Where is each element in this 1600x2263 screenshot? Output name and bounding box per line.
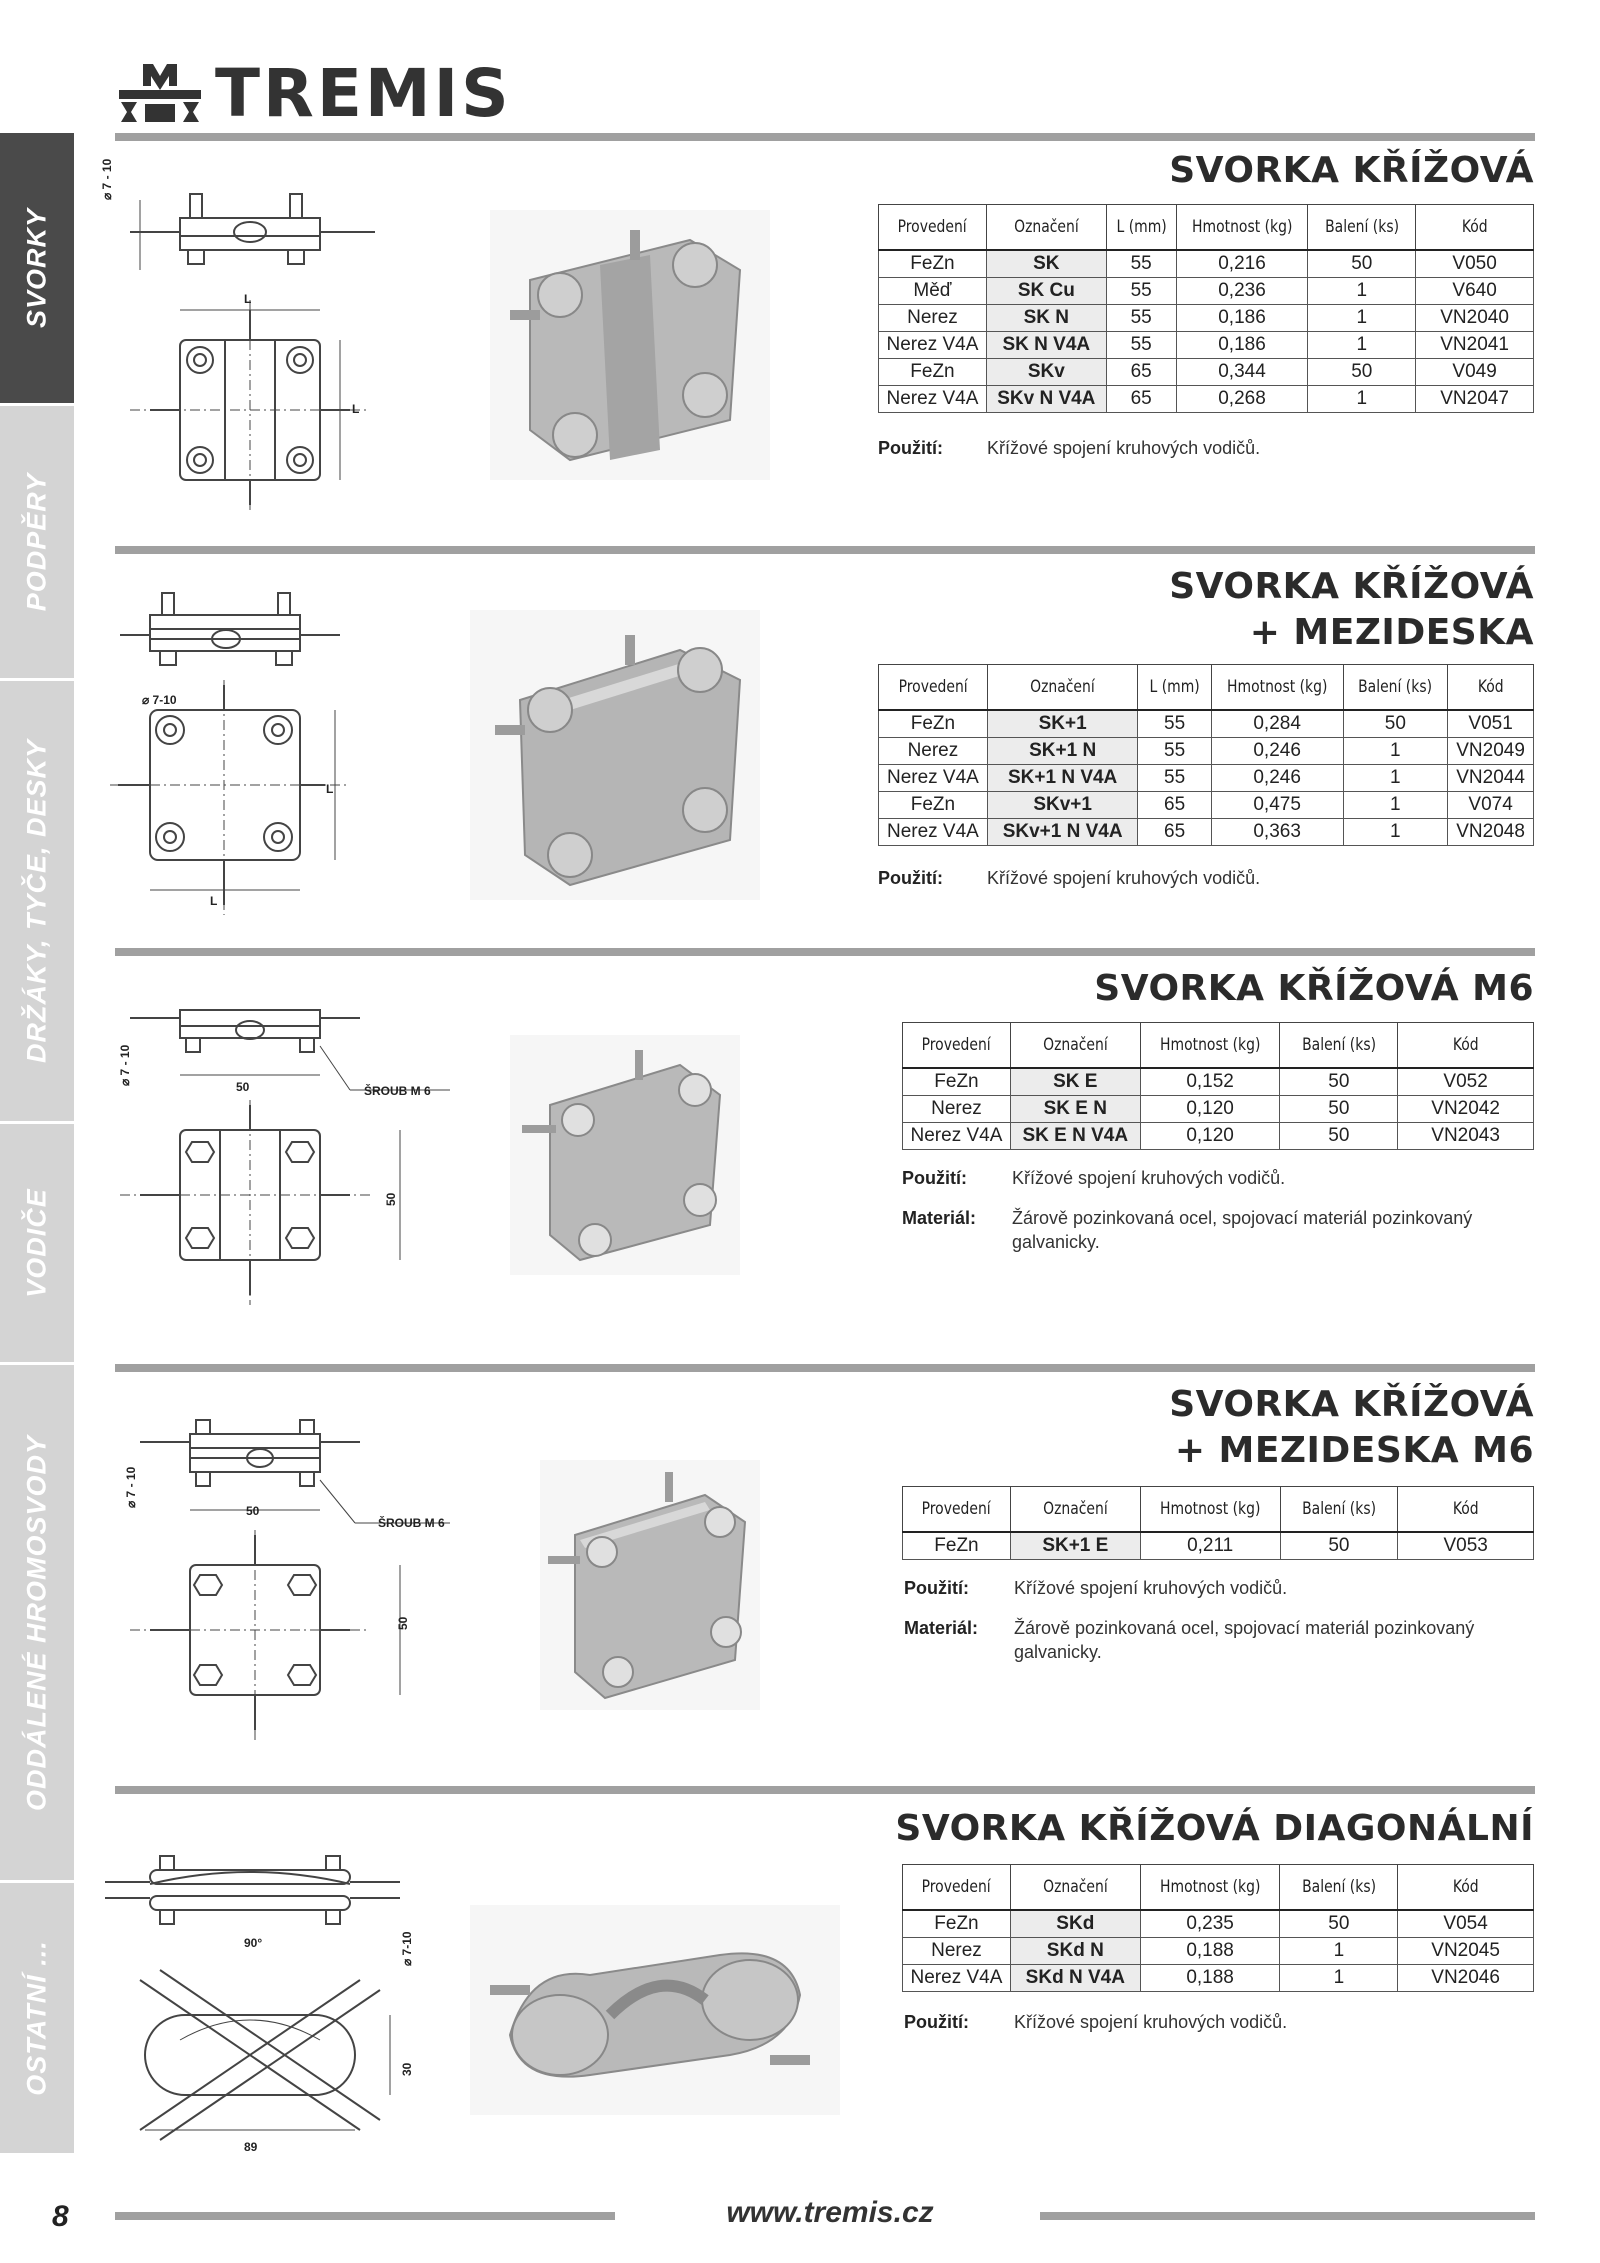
table-cell: SKd N V4A <box>1010 1965 1140 1992</box>
table-cell: V640 <box>1416 278 1534 305</box>
table-cell: 0,120 <box>1140 1123 1280 1150</box>
table-cell: SK+1 E <box>1010 1532 1140 1560</box>
table-cell: Nerez V4A <box>879 819 988 846</box>
dim-label: ŠROUB M 6 <box>378 1516 445 1530</box>
use-label: Použití: <box>902 1168 967 1188</box>
table-cell: SK E <box>1010 1068 1140 1096</box>
table-cell: Nerez V4A <box>879 386 987 413</box>
table-cell: VN2041 <box>1416 332 1534 359</box>
table-cell: VN2046 <box>1398 1965 1534 1992</box>
table-cell: SK E N <box>1010 1096 1140 1123</box>
table-row <box>879 386 1534 413</box>
table-cell: 0,246 <box>1211 738 1343 765</box>
col-header: Provedení <box>879 205 987 251</box>
table-row <box>903 1068 1534 1096</box>
use-text: Křížové spojení kruhových vodičů. <box>987 868 1261 888</box>
spec-table <box>878 204 1534 413</box>
dim-label: ⌀ 7-10 <box>142 693 177 707</box>
table-row <box>903 1938 1534 1965</box>
col-header: Balení (ks) <box>1343 665 1448 711</box>
table-cell: 1 <box>1343 765 1448 792</box>
section-divider <box>115 546 1535 554</box>
dim-label: L <box>244 292 252 306</box>
col-header: Provedení <box>903 1487 1011 1533</box>
col-header: Balení (ks) <box>1280 1487 1398 1533</box>
table-cell: 50 <box>1280 1123 1398 1150</box>
dim-label: ⌀ 7 - 10 <box>124 1466 138 1508</box>
table-cell: FeZn <box>903 1068 1011 1096</box>
table-cell: SKv+1 N V4A <box>987 819 1138 846</box>
table-cell: SK+1 N <box>987 738 1138 765</box>
table-cell: 65 <box>1138 792 1211 819</box>
table-cell: 50 <box>1280 1910 1398 1938</box>
table-cell: 0,284 <box>1211 710 1343 738</box>
col-header: Provedení <box>903 1865 1011 1911</box>
table-cell: VN2040 <box>1416 305 1534 332</box>
table-row <box>879 738 1534 765</box>
col-header: Provedení <box>879 665 988 711</box>
dim-label: L <box>210 894 218 908</box>
use-label: Použití: <box>878 868 943 888</box>
col-header: Hmotnost (kg) <box>1211 665 1343 711</box>
col-header: Kód <box>1398 1487 1534 1533</box>
use-label: Použití: <box>904 1578 969 1598</box>
table-cell: 0,236 <box>1176 278 1308 305</box>
section-divider <box>115 1786 1535 1794</box>
table-cell: 50 <box>1280 1532 1398 1560</box>
table-cell: 55 <box>1106 305 1176 332</box>
technical-drawing-sk1e <box>110 1410 450 1740</box>
footer-bar-left <box>115 2212 615 2220</box>
section-title: SVORKA KŘÍŽOVÁ + MEZIDESKA <box>1169 566 1534 653</box>
table-cell: SKv N V4A <box>986 386 1106 413</box>
technical-drawing-skd <box>100 1840 420 2150</box>
dim-label: 50 <box>396 1616 410 1630</box>
footer-url-link[interactable]: www.tremis.cz <box>726 2196 934 2229</box>
dim-label: L <box>326 782 334 796</box>
side-tab-podpery[interactable]: PODPĚRY <box>0 406 74 681</box>
table-cell: 65 <box>1138 819 1211 846</box>
table-cell: 0,235 <box>1140 1910 1280 1938</box>
table-cell: FeZn <box>903 1532 1011 1560</box>
table-cell: 1 <box>1343 792 1448 819</box>
col-header: Balení (ks) <box>1280 1023 1398 1069</box>
product-photo-sk1 <box>470 610 760 900</box>
table-row <box>879 710 1534 738</box>
section-title: SVORKA KŘÍŽOVÁ M6 <box>1094 968 1534 1009</box>
col-header: L (mm) <box>1138 665 1211 711</box>
table-cell: 55 <box>1106 278 1176 305</box>
spec-table <box>878 664 1534 846</box>
section-title: SVORKA KŘÍŽOVÁ <box>1169 150 1534 191</box>
technical-drawing-sk1 <box>110 585 360 915</box>
table-cell: VN2043 <box>1398 1123 1534 1150</box>
col-header: Balení (ks) <box>1308 205 1416 251</box>
brand-name: TREMIS <box>215 55 512 132</box>
col-header: Kód <box>1416 205 1534 251</box>
table-cell: 0,268 <box>1176 386 1308 413</box>
table-cell: V052 <box>1398 1068 1534 1096</box>
table-cell: SKv+1 <box>987 792 1138 819</box>
spec-table <box>902 1486 1534 1560</box>
table-cell: SK N V4A <box>986 332 1106 359</box>
table-cell: V051 <box>1448 710 1534 738</box>
col-header: Balení (ks) <box>1280 1865 1398 1911</box>
section-title: SVORKA KŘÍŽOVÁ DIAGONÁLNÍ <box>895 1808 1534 1849</box>
table-cell: 1 <box>1308 305 1416 332</box>
table-cell: Měď <box>879 278 987 305</box>
col-header: L (mm) <box>1106 205 1176 251</box>
table-cell: 0,246 <box>1211 765 1343 792</box>
table-cell: VN2049 <box>1448 738 1534 765</box>
table-cell: 1 <box>1280 1938 1398 1965</box>
col-header: Kód <box>1448 665 1534 711</box>
use-text: Křížové spojení kruhových vodičů. <box>1014 1578 1288 1598</box>
table-cell: 0,120 <box>1140 1096 1280 1123</box>
side-tab-svorky[interactable]: SVORKY <box>0 133 74 406</box>
section-divider <box>115 1364 1535 1372</box>
header-divider <box>115 133 1535 141</box>
table-cell: 55 <box>1106 250 1176 278</box>
table-row <box>879 792 1534 819</box>
table-cell: 0,188 <box>1140 1938 1280 1965</box>
spec-table <box>902 1022 1534 1150</box>
table-cell: VN2044 <box>1448 765 1534 792</box>
table-cell: SKv <box>986 359 1106 386</box>
table-cell: 0,152 <box>1140 1068 1280 1096</box>
col-header: Kód <box>1398 1865 1534 1911</box>
use-text: Křížové spojení kruhových vodičů. <box>987 438 1261 458</box>
table-cell: 0,475 <box>1211 792 1343 819</box>
material-text: Žárově pozinkovaná ocel, spojovací materiál pozinkovaný galvanicky. <box>1012 1208 1473 1252</box>
table-row <box>879 250 1534 278</box>
table-cell: SKd N <box>1010 1938 1140 1965</box>
table-cell: 50 <box>1280 1068 1398 1096</box>
table-cell: 0,211 <box>1140 1532 1280 1560</box>
table-cell: FeZn <box>879 250 987 278</box>
table-cell: 0,186 <box>1176 305 1308 332</box>
table-cell: 1 <box>1308 386 1416 413</box>
col-header: Označení <box>986 205 1106 251</box>
table-cell: SK <box>986 250 1106 278</box>
table-cell: 0,344 <box>1176 359 1308 386</box>
table-row <box>879 278 1534 305</box>
dim-label: ŠROUB M 6 <box>364 1084 431 1098</box>
table-cell: FeZn <box>879 792 988 819</box>
col-header: Hmotnost (kg) <box>1140 1487 1280 1533</box>
table-cell: 50 <box>1308 359 1416 386</box>
table-cell: 1 <box>1280 1965 1398 1992</box>
table-cell: Nerez V4A <box>879 332 987 359</box>
table-cell: VN2047 <box>1416 386 1534 413</box>
table-row <box>879 359 1534 386</box>
product-photo-sk <box>490 210 770 480</box>
technical-drawing-sk <box>110 180 390 510</box>
table-cell: 1 <box>1308 332 1416 359</box>
dim-label: ⌀ 7-10 <box>400 1931 414 1966</box>
use-text: Křížové spojení kruhových vodičů. <box>1014 2012 1288 2032</box>
table-cell: 50 <box>1308 250 1416 278</box>
material-label: Materiál: <box>904 1618 979 1638</box>
table-cell: SK E N V4A <box>1010 1123 1140 1150</box>
table-cell: V054 <box>1398 1910 1534 1938</box>
table-cell: 0,216 <box>1176 250 1308 278</box>
table-cell: Nerez V4A <box>903 1965 1011 1992</box>
technical-drawing-ske <box>110 990 450 1310</box>
side-tab-drzaky[interactable]: DRŽÁKY, TYČE, DESKY <box>0 681 74 1124</box>
table-row <box>903 1123 1534 1150</box>
table-cell: V049 <box>1416 359 1534 386</box>
col-header: Označení <box>1010 1865 1140 1911</box>
table-cell: VN2045 <box>1398 1938 1534 1965</box>
table-cell: 55 <box>1106 332 1176 359</box>
dim-label: 89 <box>244 2140 258 2154</box>
table-row <box>903 1532 1534 1560</box>
table-cell: Nerez <box>903 1096 1011 1123</box>
col-header: Označení <box>987 665 1138 711</box>
table-cell: FeZn <box>903 1910 1011 1938</box>
dim-label: ⌀ 7 - 10 <box>118 1044 132 1086</box>
col-header: Hmotnost (kg) <box>1140 1023 1280 1069</box>
table-cell: 1 <box>1343 819 1448 846</box>
side-tab-vodice[interactable]: VODIČE <box>0 1124 74 1365</box>
dim-label: L <box>352 402 360 416</box>
col-header: Provedení <box>903 1023 1011 1069</box>
table-cell: V074 <box>1448 792 1534 819</box>
table-cell: SK N <box>986 305 1106 332</box>
table-row <box>879 332 1534 359</box>
product-photo-skd <box>470 1905 840 2115</box>
table-row <box>903 1910 1534 1938</box>
section-title: SVORKA KŘÍŽOVÁ + MEZIDESKA M6 <box>1169 1384 1534 1471</box>
product-photo-sk1e <box>540 1460 760 1710</box>
table-cell: VN2048 <box>1448 819 1534 846</box>
table-cell: FeZn <box>879 359 987 386</box>
table-row <box>879 765 1534 792</box>
table-cell: 0,186 <box>1176 332 1308 359</box>
product-photo-ske <box>510 1035 740 1275</box>
table-cell: Nerez <box>879 305 987 332</box>
table-cell: V050 <box>1416 250 1534 278</box>
table-cell: 65 <box>1106 386 1176 413</box>
table-cell: V053 <box>1398 1532 1534 1560</box>
side-tab-oddalene[interactable]: ODDÁLENÉ HROMOSVODY <box>0 1365 74 1883</box>
spec-table <box>902 1864 1534 1992</box>
col-header: Označení <box>1010 1023 1140 1069</box>
material-text: Žárově pozinkovaná ocel, spojovací materiál pozinkovaný galvanicky. <box>1014 1618 1475 1662</box>
col-header: Kód <box>1398 1023 1534 1069</box>
col-header: Hmotnost (kg) <box>1140 1865 1280 1911</box>
table-cell: Nerez V4A <box>903 1123 1011 1150</box>
dim-label: 90° <box>244 1936 263 1950</box>
table-cell: SK+1 <box>987 710 1138 738</box>
material-label: Materiál: <box>902 1208 977 1228</box>
table-cell: 65 <box>1106 359 1176 386</box>
table-cell: SK Cu <box>986 278 1106 305</box>
table-row <box>903 1965 1534 1992</box>
page-number: 8 <box>52 2200 69 2233</box>
table-row <box>879 305 1534 332</box>
table-cell: Nerez V4A <box>879 765 988 792</box>
table-cell: 50 <box>1280 1096 1398 1123</box>
section-divider <box>115 948 1535 956</box>
table-cell: 1 <box>1308 278 1416 305</box>
tremis-logo-icon <box>115 60 205 128</box>
use-label: Použití: <box>878 438 943 458</box>
dim-label: ⌀ 7 - 10 <box>100 158 114 200</box>
table-row <box>903 1096 1534 1123</box>
table-cell: Nerez <box>879 738 988 765</box>
table-cell: FeZn <box>879 710 988 738</box>
table-cell: 50 <box>1343 710 1448 738</box>
table-cell: SK+1 N V4A <box>987 765 1138 792</box>
col-header: Označení <box>1010 1487 1140 1533</box>
col-header: Hmotnost (kg) <box>1176 205 1308 251</box>
table-cell: 55 <box>1138 738 1211 765</box>
dim-label: 30 <box>400 2062 414 2076</box>
use-label: Použití: <box>904 2012 969 2032</box>
dim-label: 50 <box>384 1192 398 1206</box>
table-cell: 0,363 <box>1211 819 1343 846</box>
table-cell: VN2042 <box>1398 1096 1534 1123</box>
side-tab-ostatni[interactable]: OSTATNÍ ... <box>0 1883 74 2156</box>
dim-label: 50 <box>236 1080 250 1094</box>
table-cell: SKd <box>1010 1910 1140 1938</box>
table-row <box>879 819 1534 846</box>
footer-bar-right <box>1040 2212 1535 2220</box>
table-cell: 55 <box>1138 765 1211 792</box>
dim-label: 50 <box>246 1504 260 1518</box>
use-text: Křížové spojení kruhových vodičů. <box>1012 1168 1286 1188</box>
table-cell: 55 <box>1138 710 1211 738</box>
table-cell: Nerez <box>903 1938 1011 1965</box>
table-cell: 1 <box>1343 738 1448 765</box>
table-cell: 0,188 <box>1140 1965 1280 1992</box>
